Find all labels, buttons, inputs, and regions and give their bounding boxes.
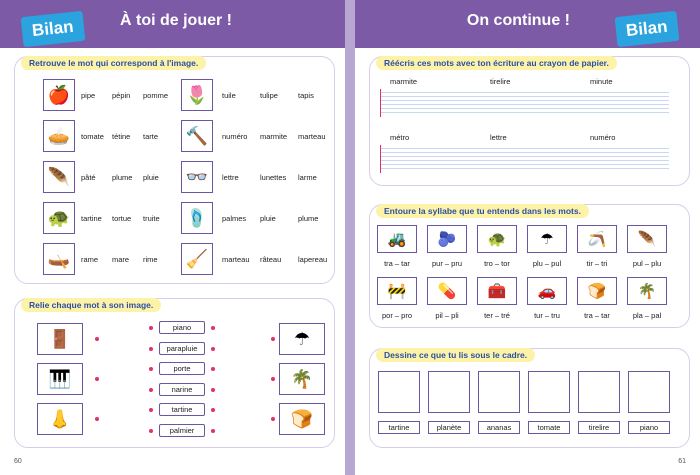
frame-word: ananas (478, 421, 520, 434)
choice-word[interactable]: plume (112, 173, 133, 182)
choice-word[interactable]: lettre (222, 173, 239, 182)
turtle-icon: 🐢 (43, 202, 75, 234)
right-page (355, 0, 700, 475)
link-dot[interactable] (149, 326, 153, 330)
glasses-icon: 👓 (181, 161, 213, 193)
choice-word[interactable]: tulipe (260, 91, 278, 100)
exercise-syllables (369, 204, 690, 328)
exercise-title: Entoure la syllabe que tu entends dans les mots. (376, 204, 589, 218)
choice-word[interactable]: pluie (143, 173, 159, 182)
model-word: lettre (490, 133, 507, 142)
model-word: numéro (590, 133, 616, 142)
syllable-choice[interactable]: tra – tar (584, 311, 610, 320)
left-header (0, 0, 345, 48)
drawing-frame[interactable] (628, 371, 670, 413)
toast-icon: 🍞 (279, 403, 325, 435)
turtle-icon: 🐢 (477, 225, 517, 253)
link-dot[interactable] (271, 377, 275, 381)
exercise-title: Relie chaque mot à son image. (21, 298, 161, 312)
link-dot[interactable] (211, 429, 215, 433)
feather-icon: 🪶 (43, 161, 75, 193)
right-page-title: On continue ! (466, 12, 570, 29)
choice-word[interactable]: tartine (81, 214, 102, 223)
syllable-choice[interactable]: tro – tor (484, 259, 510, 268)
treasure-icon: 🧰 (477, 277, 517, 305)
choice-word[interactable]: numéro (222, 132, 248, 141)
toast-icon: 🍞 (577, 277, 617, 305)
choice-word[interactable]: larme (298, 173, 317, 182)
car-icon: 🚗 (527, 277, 567, 305)
link-dot[interactable] (211, 388, 215, 392)
exercise-match-word (14, 56, 335, 284)
fence-icon: 🚧 (377, 277, 417, 305)
link-dot[interactable] (271, 417, 275, 421)
choice-word[interactable]: tétine (112, 132, 131, 141)
writing-line[interactable] (380, 89, 669, 117)
exercise-rewrite (369, 56, 690, 186)
link-dot[interactable] (149, 347, 153, 351)
word-tag: palmier (159, 424, 205, 437)
piano-icon: 🎹 (37, 363, 83, 395)
choice-word[interactable]: rame (81, 255, 99, 264)
writing-line[interactable] (380, 145, 669, 173)
frame-word: tirelire (578, 421, 620, 434)
syllable-choice[interactable]: pla – pal (632, 311, 662, 320)
exercise-title: Réécris ces mots avec ton écriture au crayon de papier. (376, 56, 617, 70)
choice-word[interactable]: mare (112, 255, 130, 264)
link-dot[interactable] (149, 408, 153, 412)
bilan-ribbon-right: Bilan (615, 11, 679, 47)
syllable-choice[interactable]: tur – tru (534, 311, 560, 320)
feather-icon: 🪶 (627, 225, 667, 253)
syllable-choice[interactable]: pul – plu (632, 259, 662, 268)
link-dot[interactable] (149, 388, 153, 392)
syllable-choice[interactable]: por – pro (381, 311, 413, 320)
choice-word[interactable]: pluie (260, 214, 276, 223)
drawing-frame[interactable] (578, 371, 620, 413)
left-page-title: À toi de jouer ! (120, 12, 232, 29)
frame-word: piano (628, 421, 670, 434)
link-dot[interactable] (211, 367, 215, 371)
word-tag: narine (159, 383, 205, 396)
nose-icon: 👃 (37, 403, 83, 435)
link-dot[interactable] (149, 367, 153, 371)
drawing-frame[interactable] (428, 371, 470, 413)
choice-word[interactable]: marteau (298, 132, 326, 141)
choice-word[interactable]: marmite (260, 132, 288, 141)
choice-word[interactable]: tomate (81, 132, 104, 141)
word-tag: tartine (159, 403, 205, 416)
choice-word[interactable]: lunettes (260, 173, 287, 182)
syllable-choice[interactable]: pur – pru (431, 259, 463, 268)
drawing-frame[interactable] (478, 371, 520, 413)
link-dot[interactable] (149, 429, 153, 433)
drawing-frame[interactable] (528, 371, 570, 413)
pills-icon: 💊 (427, 277, 467, 305)
palm-tree-icon: 🌴 (279, 363, 325, 395)
rake-icon: 🧹 (181, 243, 213, 275)
word-tag: piano (159, 321, 205, 334)
choice-word[interactable]: râteau (260, 255, 282, 264)
model-word: métro (390, 133, 410, 142)
link-dot[interactable] (271, 337, 275, 341)
palm-tree-icon: 🌴 (627, 277, 667, 305)
model-word: marmite (390, 77, 418, 86)
exercise-link-word (14, 298, 335, 448)
choice-word[interactable]: tuile (222, 91, 236, 100)
hammer-icon: 🔨 (181, 120, 213, 152)
choice-word[interactable]: pâté (81, 173, 96, 182)
left-page (0, 0, 345, 475)
plum-icon: 🫐 (427, 225, 467, 253)
syllable-choice[interactable]: tir – tri (586, 259, 608, 268)
drawing-frame[interactable] (378, 371, 420, 413)
exercise-title: Dessine ce que tu lis sous le cadre. (376, 348, 535, 362)
choice-word[interactable]: plume (298, 214, 319, 223)
link-dot[interactable] (95, 337, 99, 341)
link-dot[interactable] (211, 408, 215, 412)
syllable-choice[interactable]: ter – tré (484, 311, 510, 320)
book-gutter (345, 0, 355, 475)
frame-word: tomate (528, 421, 570, 434)
syllable-choice[interactable]: plu – pul (532, 259, 562, 268)
choice-word[interactable]: lapereau (298, 255, 328, 264)
exercise-draw (369, 348, 690, 448)
link-dot[interactable] (211, 326, 215, 330)
link-dot[interactable] (95, 417, 99, 421)
choice-word[interactable]: tarte (143, 132, 159, 141)
syllable-choice[interactable]: tra – tar (384, 259, 410, 268)
page-number-left: 60 (14, 458, 22, 465)
oar-icon: 🛶 (43, 243, 75, 275)
umbrella-icon: ☂ (527, 225, 567, 253)
tractor-icon: 🚜 (377, 225, 417, 253)
choice-word[interactable]: tapis (298, 91, 314, 100)
slingshot-icon: 🪃 (577, 225, 617, 253)
model-word: minute (590, 77, 613, 86)
model-word: tirelire (490, 77, 511, 86)
choice-word[interactable]: truite (143, 214, 160, 223)
word-tag: porte (159, 362, 205, 375)
syllable-choice[interactable]: pil – pli (435, 311, 459, 320)
word-tag: parapluie (159, 342, 205, 355)
choice-word[interactable]: tortue (112, 214, 132, 223)
choice-word[interactable]: palmes (222, 214, 247, 223)
link-dot[interactable] (211, 347, 215, 351)
flippers-icon: 🩴 (181, 202, 213, 234)
tulip-icon: 🌷 (181, 79, 213, 111)
frame-word: planète (428, 421, 470, 434)
apple-icon: 🍎 (43, 79, 75, 111)
right-header (355, 0, 700, 48)
door-icon: 🚪 (37, 323, 83, 355)
exercise-title: Retrouve le mot qui correspond à l'image. (21, 56, 206, 70)
page-number-right: 61 (678, 458, 686, 465)
choice-word[interactable]: rime (143, 255, 158, 264)
bilan-ribbon-left: Bilan (21, 11, 85, 47)
choice-word[interactable]: pépin (112, 91, 131, 100)
frame-word: tartine (378, 421, 420, 434)
umbrella-icon: ☂ (279, 323, 325, 355)
tart-icon: 🥧 (43, 120, 75, 152)
choice-word[interactable]: pipe (81, 91, 96, 100)
choice-word[interactable]: marteau (222, 255, 250, 264)
choice-word[interactable]: pomme (143, 91, 169, 100)
link-dot[interactable] (95, 377, 99, 381)
